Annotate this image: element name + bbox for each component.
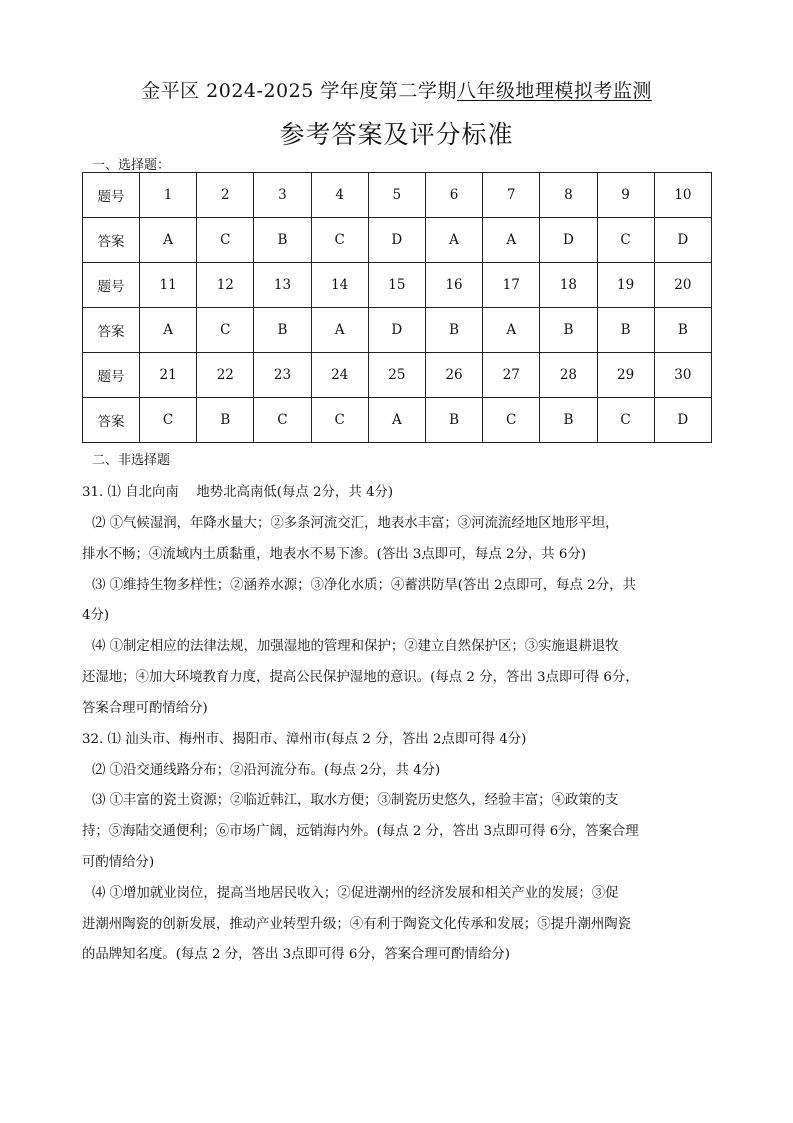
answer-cell: B xyxy=(425,308,482,353)
row-label: 答案 xyxy=(83,398,140,443)
title-underlined: 八年级地理模拟考监测 xyxy=(456,80,652,102)
question-number-cell: 26 xyxy=(425,353,482,398)
answer-cell: B xyxy=(254,308,311,353)
q32-part3-c: 可酌情给分) xyxy=(82,855,155,870)
answer-cell: D xyxy=(654,398,711,443)
section-heading-nonchoice: 二、非选择题 xyxy=(92,453,171,468)
row-label: 答案 xyxy=(83,218,140,263)
answer-cell: B xyxy=(540,398,597,443)
q31-part1: 31. ⑴ 自北向南 地势北高南低(每点 2分，共 4分) xyxy=(82,485,394,500)
question-number-cell: 6 xyxy=(425,173,482,218)
question-number-cell: 27 xyxy=(483,353,540,398)
q31-part4-b: 还湿地；④加大环境教育力度，提高公民保护湿地的意识。(每点 2 分，答出 3点即可得 6分， xyxy=(82,670,639,685)
answer-table xyxy=(82,172,712,443)
question-number-cell: 9 xyxy=(597,173,654,218)
question-number-cell: 23 xyxy=(254,353,311,398)
answer-cell: B xyxy=(597,308,654,353)
answer-cell: B xyxy=(254,218,311,263)
q32-part3-a: ⑶ ①丰富的瓷土资源；②临近韩江，取水方便；③制瓷历史悠久，经验丰富；④政策的支 xyxy=(92,793,619,808)
question-number-cell: 3 xyxy=(254,173,311,218)
question-number-cell: 12 xyxy=(197,263,254,308)
answer-cell: C xyxy=(254,398,311,443)
page-title xyxy=(0,76,793,103)
question-number-cell: 28 xyxy=(540,353,597,398)
question-number-cell: 7 xyxy=(483,173,540,218)
q31-part4-a: ⑷ ①制定相应的法律法规，加强湿地的管理和保护；②建立自然保护区；③实施退耕退牧 xyxy=(92,639,619,654)
answer-cell: C xyxy=(311,398,368,443)
q31-part2-a: ⑵ ①气候湿润，年降水量大；②多条河流交汇，地表水丰富；③河流流经地区地形平坦， xyxy=(92,516,619,531)
question-number-row xyxy=(83,263,712,308)
question-number-cell: 30 xyxy=(654,353,711,398)
answer-cell: A xyxy=(140,308,197,353)
page-subtitle: 参考答案及评分标准 xyxy=(279,120,514,149)
answer-cell: C xyxy=(197,218,254,263)
question-number-cell: 21 xyxy=(140,353,197,398)
question-number-cell: 14 xyxy=(311,263,368,308)
q31-part4-c: 答案合理可酌情给分) xyxy=(82,701,208,716)
answer-cell: D xyxy=(540,218,597,263)
q31-part3-b: 4分) xyxy=(82,608,110,623)
question-number-cell: 18 xyxy=(540,263,597,308)
question-number-cell: 11 xyxy=(140,263,197,308)
q31-part3-a: ⑶ ①维持生物多样性；②涵养水源；③净化水质；④蓄洪防旱(答出 2点即可，每点 2分，共 xyxy=(92,578,636,593)
q32-part4-c: 的品牌知名度。(每点 2 分，答出 3点即可得 6分，答案合理可酌情给分) xyxy=(82,947,510,962)
answer-cell: C xyxy=(140,398,197,443)
answer-cell: C xyxy=(597,218,654,263)
answer-cell: A xyxy=(425,218,482,263)
question-number-cell: 29 xyxy=(597,353,654,398)
row-label: 题号 xyxy=(83,263,140,308)
question-number-cell: 20 xyxy=(654,263,711,308)
answer-row xyxy=(83,308,712,353)
answer-cell: B xyxy=(654,308,711,353)
question-number-cell: 13 xyxy=(254,263,311,308)
row-label: 题号 xyxy=(83,353,140,398)
answer-cell: D xyxy=(368,218,425,263)
answer-cell: C xyxy=(311,218,368,263)
question-number-cell: 8 xyxy=(540,173,597,218)
question-number-cell: 2 xyxy=(197,173,254,218)
question-number-cell: 1 xyxy=(140,173,197,218)
answer-row xyxy=(83,218,712,263)
question-number-cell: 17 xyxy=(483,263,540,308)
question-number-row xyxy=(83,353,712,398)
q32-part2: ⑵ ①沿交通线路分布；②沿河流分布。(每点 2分，共 4分) xyxy=(92,763,441,778)
question-number-cell: 10 xyxy=(654,173,711,218)
answer-cell: A xyxy=(483,308,540,353)
q31-part2-b: 排水不畅；④流域内土质黏重，地表水不易下渗。(答出 3点即可，每点 2分，共 6分) xyxy=(82,547,587,562)
question-number-cell: 5 xyxy=(368,173,425,218)
answer-cell: A xyxy=(140,218,197,263)
answer-cell: D xyxy=(368,308,425,353)
question-number-cell: 22 xyxy=(197,353,254,398)
q32-part3-b: 持；⑤海陆交通便利；⑥市场广阔，远销海内外。(每点 2 分，答出 3点即可得 6分，答案合理 xyxy=(82,824,639,839)
answer-cell: B xyxy=(540,308,597,353)
q32-part1: 32. ⑴ 汕头市、梅州市、揭阳市、漳州市(每点 2 分，答出 2点即可得 4分) xyxy=(82,732,527,747)
question-number-cell: 4 xyxy=(311,173,368,218)
row-label: 答案 xyxy=(83,308,140,353)
answer-cell: B xyxy=(197,398,254,443)
answer-cell: A xyxy=(368,398,425,443)
question-number-row xyxy=(83,173,712,218)
answer-cell: B xyxy=(425,398,482,443)
question-number-cell: 15 xyxy=(368,263,425,308)
question-number-cell: 24 xyxy=(311,353,368,398)
title-prefix: 金平区 2024-2025 学年度第二学期 xyxy=(141,80,457,102)
answer-cell: A xyxy=(311,308,368,353)
question-number-cell: 16 xyxy=(425,263,482,308)
answer-cell: A xyxy=(483,218,540,263)
q32-part4-b: 进潮州陶瓷的创新发展，推动产业转型升级；④有利于陶瓷文化传承和发展；⑤提升潮州陶瓷 xyxy=(82,917,632,932)
answer-cell: C xyxy=(597,398,654,443)
question-number-cell: 25 xyxy=(368,353,425,398)
answer-cell: D xyxy=(654,218,711,263)
q32-part4-a: ⑷ ①增加就业岗位，提高当地居民收入；②促进潮州的经济发展和相关产业的发展；③促 xyxy=(92,886,619,901)
answer-cell: C xyxy=(483,398,540,443)
answer-row xyxy=(83,398,712,443)
section-heading-choice: 一、选择题： xyxy=(92,158,171,173)
answer-cell: C xyxy=(197,308,254,353)
question-number-cell: 19 xyxy=(597,263,654,308)
row-label: 题号 xyxy=(83,173,140,218)
